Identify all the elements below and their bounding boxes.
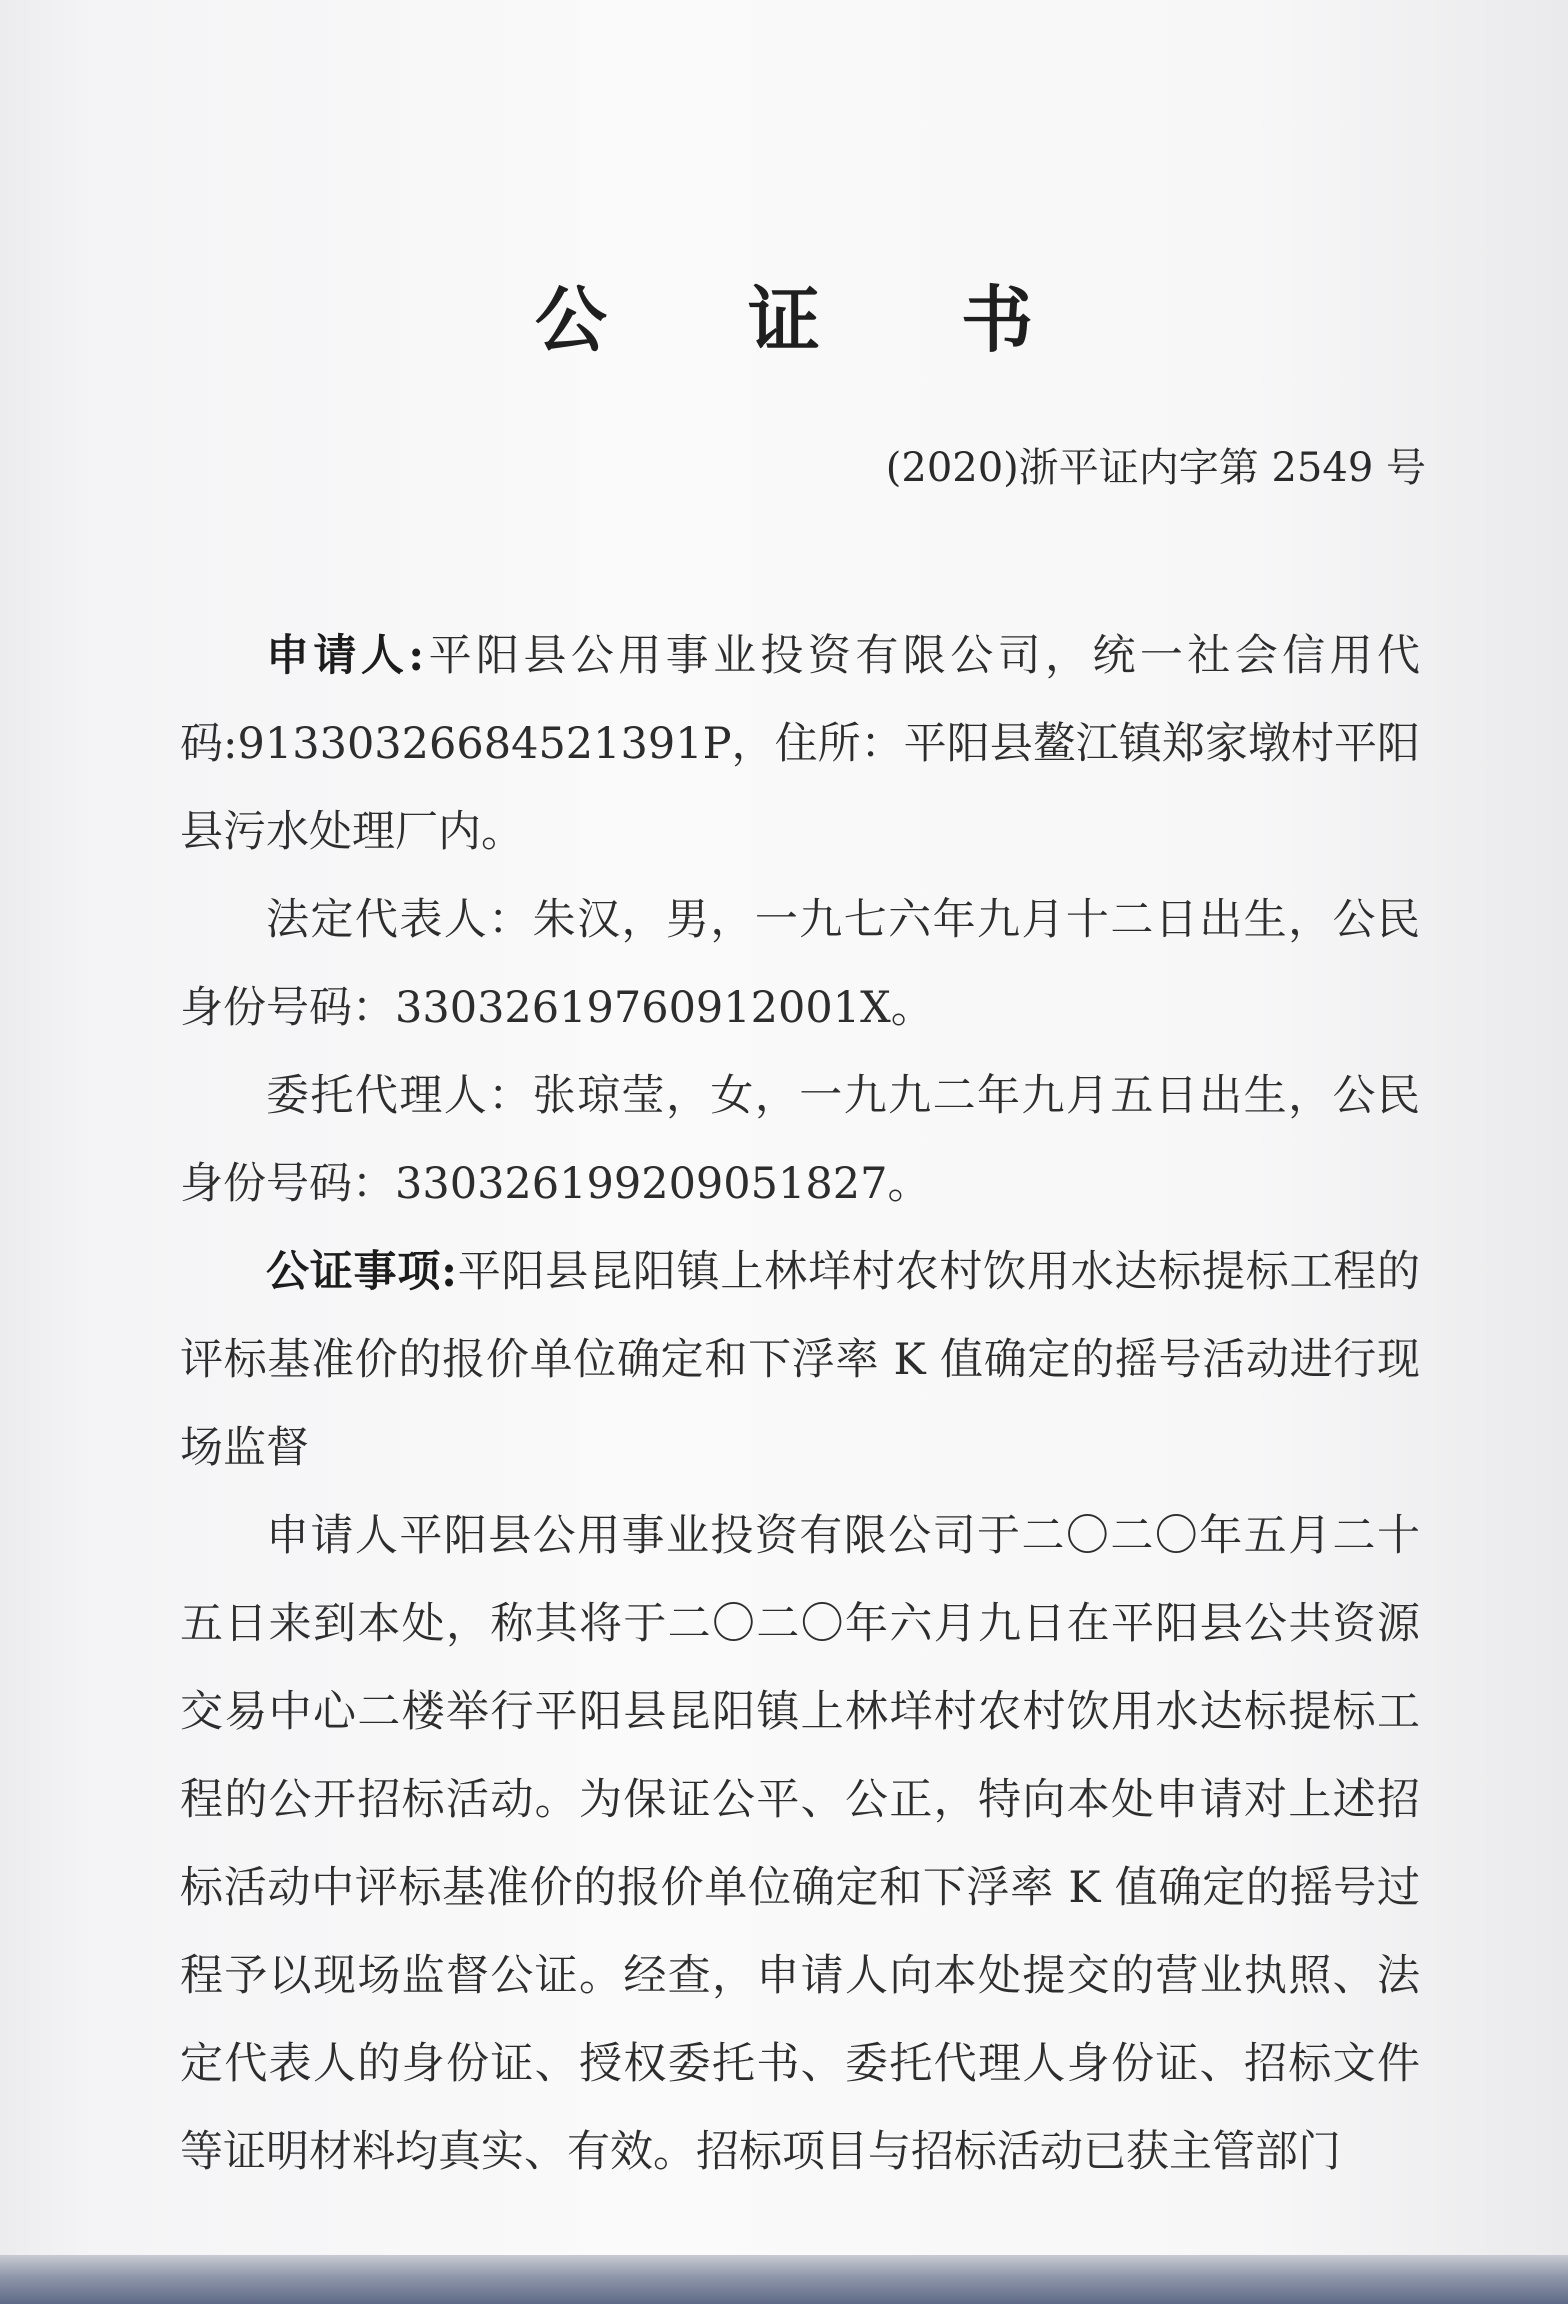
agent-paragraph	[180, 1052, 1420, 1228]
background-fabric	[0, 2255, 1568, 2304]
applicant-label: 申请人:	[266, 631, 425, 681]
document-title: 公 证 书	[534, 277, 1092, 362]
statement-text: 申请人平阳县公用事业投资有限公司于二〇二〇年五月二十五日来到本处，称其将于二〇二〇年六月九日在平阳县公共资源交易中心二楼举行平阳县昆阳镇上林垟村农村饮用水达标提标工程的公开招标活动。为保证公平、公正，特向本处申请对上述招标活动中评标基准价的报价单位确定和下浮率 K 值确定的摇号过程予以现场监督公证。经查，申请人向本处提交的营业执照、法定代表人的身份证、授权委托书、委托代理人身份证、招标文件等证明材料均真实、有效。招标项目与招标活动已获主管部门	[180, 1511, 1420, 2177]
document-number: (2020)浙平证内字第 2549 号	[885, 445, 1426, 491]
applicant-text: 平阳县公用事业投资有限公司，统一社会信用代码:91330326684521391P，住所：平阳县鳌江镇郑家墩村平阳县污水处理厂内。	[180, 631, 1420, 857]
matter-text: 平阳县昆阳镇上林垟村农村饮用水达标提标工程的评标基准价的报价单位确定和下浮率 K 值确定的摇号活动进行现场监督	[180, 1247, 1421, 1473]
statement-paragraph	[180, 1492, 1420, 2196]
document-body	[180, 612, 1420, 2196]
matter-label: 公证事项:	[266, 1247, 457, 1297]
legal-rep-text: 法定代表人：朱汉，男，一九七六年九月十二日出生，公民身份号码：33032619760912001X。	[180, 895, 1420, 1033]
legal-rep-paragraph	[180, 876, 1420, 1052]
applicant-paragraph	[180, 612, 1420, 876]
matter-paragraph	[180, 1228, 1420, 1492]
agent-text: 委托代理人：张琼莹，女，一九九二年九月五日出生，公民身份号码：330326199209051827。	[180, 1071, 1420, 1209]
